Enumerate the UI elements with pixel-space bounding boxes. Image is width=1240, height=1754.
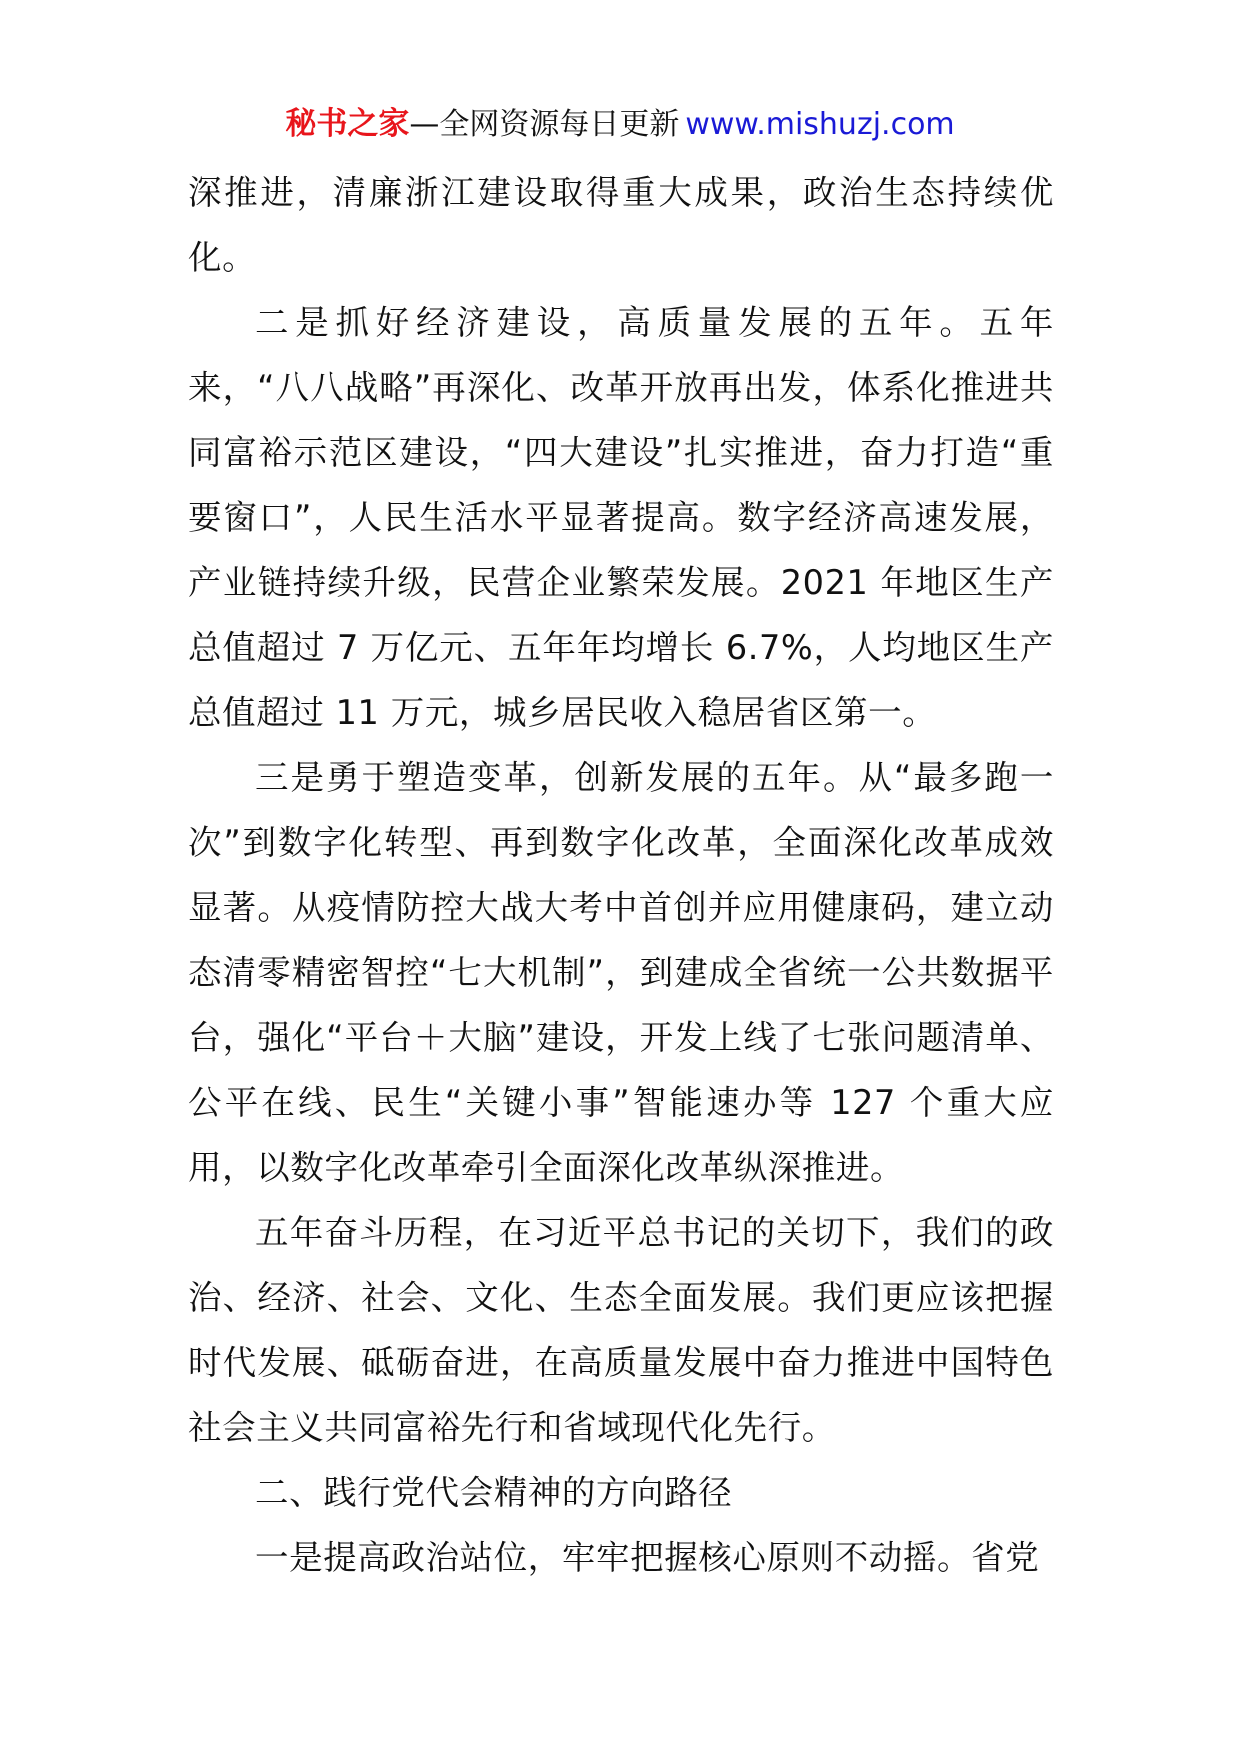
paragraph-economic-development: 二是抓好经济建设，高质量发展的五年。五年来，“八八战略”再深化、改革开放再出发，体系化推进共同富裕示范区建设，“四大建设”扎实推进，奋力打造“重要窗口”，人民生活水平显著提高。数字经济高速发展，产业链持续升级，民营企业繁荣发展。2021 年地区生产总值超过 7 万亿元、五年年均增长 6.7%，人均地区生产总值超过 11 万元，城乡居民收入稳居省区第一。 — [188, 303, 1054, 732]
brand-name: 秘书之家 — [285, 106, 410, 142]
paragraph-continuation: 深推进，清廉浙江建设取得重大成果，政治生态持续优化。 — [188, 173, 1054, 277]
header-tagline: —全网资源每日更新 — [409, 107, 680, 142]
paragraph-political-stance: 一是提高政治站位，牢牢把握核心原则不动摇。省党 — [255, 1538, 1040, 1577]
site-url-link[interactable]: www.mishuzj.com — [685, 107, 955, 142]
paragraph-five-year-summary: 五年奋斗历程，在习近平总书记的关切下，我们的政治、经济、社会、文化、生态全面发展。我们更应该把握时代发展、砥砺奋进，在高质量发展中奋力推进中国特色社会主义共同富裕先行和省域现代化先行。 — [188, 1213, 1054, 1447]
paragraph-reform-innovation: 三是勇于塑造变革，创新发展的五年。从“最多跑一次”到数字化转型、再到数字化改革，全面深化改革成效显著。从疫情防控大战大考中首创并应用健康码，建立动态清零精密智控“七大机制”，到建成全省统一公共数据平台，强化“平台＋大脑”建设，开发上线了七张问题清单、公平在线、民生“关键小事”智能速办等 127 个重大应用，以数字化改革牵引全面深化改革纵深推进。 — [188, 758, 1054, 1187]
page-header — [0, 104, 1240, 145]
document-body — [188, 160, 1054, 1590]
section-heading-direction-path: 二、践行党代会精神的方向路径 — [255, 1473, 733, 1512]
